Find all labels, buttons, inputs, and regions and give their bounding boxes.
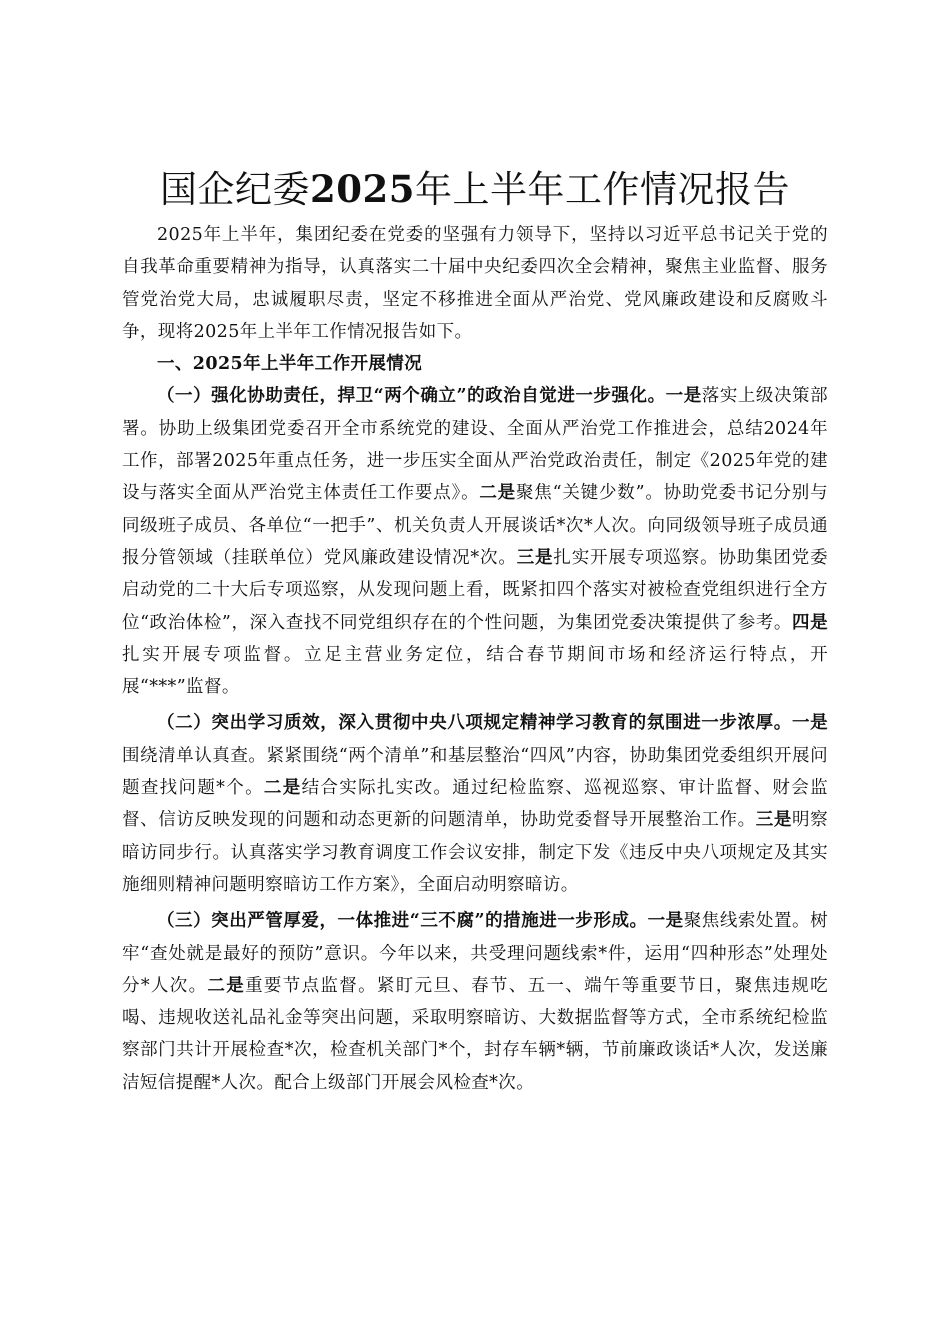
part3-text2: 重要节点监督。紧盯元旦、春节、五一、端午等重要节日，聚焦违规吃喝、违规收送礼品礼金等突出问题，采取明察暗访、大数据监督等方式，全市系统纪检监察部门共计开展检查*次，检查机关部门*个，封存车辆*辆，节前廉政谈话*人次，发送廉洁短信提醒*人次。配合上级部门开展会风检查*次。 [122,975,828,1093]
part3-heading: （三）突出严管厚爱，一体推进“三不腐”的措施进一步形成。 [157,911,648,932]
part2-lead2: 二是 [263,778,302,799]
part2-heading: （二）突出学习质效，深入贯彻中央八项规定精神学习教育的氛围进一步浓厚。 [157,713,792,734]
part1-lead3: 三是 [516,547,554,568]
title-prefix: 国企纪委 [160,168,310,211]
part1-lead2: 二是 [479,483,516,504]
part2-text3: 明察暗访同步行。认真落实学习教育调度工作会议安排，制定下发《违反中央八项规定及其实施细则精神问题明察暗访工作方案》，全面启动明察暗访。 [122,810,828,895]
part3-lead2: 二是 [207,975,246,996]
part3-paragraph [122,905,828,1099]
part2-text1: 围绕清单认真查。紧紧围绕“两个清单”和基层整治“四风”内容，协助集团党委组织开展问题查找问题*个。 [122,745,828,799]
part2-lead3: 三是 [755,810,792,831]
part2-lead1: 一是 [791,713,828,734]
part3-lead1: 一是 [647,911,684,932]
title-year: 2025 [310,167,415,211]
part1-text3: 扎实开展专项巡察。协助集团党委启动党的二十大后专项巡察，从发现问题上看，既紧扣四个落实对被检查党组织进行全方位“政治体检”，深入查找不同党组织存在的个性问题，为集团党委决策提供了参考。 [122,547,828,633]
part1-text2: 聚焦“关键少数”。协助党委书记分别与同级班子成员、各单位“一把手”、机关负责人开展谈话*次*人次。向同级领导班子成员通报分管领域（挂联单位）党风廉政建设情况*次。 [122,483,828,568]
part2-text2: 结合实际扎实改。通过纪检监察、巡视巡察、审计监督、财会监督、信访反映发现的问题和动态更新的问题清单，协助党委督导开展整治工作。 [122,778,828,831]
part1-text4: 扎实开展专项监督。立足主营业务定位，结合春节期间市场和经济运行特点，开展“***”监督。 [122,644,828,698]
document-body [122,219,828,1099]
part1-lead1: 一是 [665,386,702,407]
document-title [100,164,850,215]
part1-text1: 落实上级决策部署。协助上级集团党委召开全市系统党的建设、全面从严治党工作推进会，总结2024年工作，部署2025年重点任务，进一步压实全面从严治党政治责任，制定《2025年党的建设与落实全面从严治党主体责任工作要点》。 [122,386,828,504]
part1-paragraph [122,380,828,703]
part2-paragraph [122,707,828,901]
intro-paragraph: 2025年上半年，集团纪委在党委的坚强有力领导下，坚持以习近平总书记关于党的自我革命重要精神为指导，认真落实二十届中央纪委四次全会精神，聚焦主业监督、服务管党治党大局，忠诚履职尽责，坚定不移推进全面从严治党、党风廉政建设和反腐败斗争，现将2025年上半年工作情况报告如下。 [122,225,828,342]
title-suffix: 年上半年工作情况报告 [414,168,790,211]
part3-text1: 聚焦线索处置。树牢“查处就是最好的预防”意识。今年以来，共受理问题线索*件，运用“四种形态”处理处分*人次。 [122,911,828,996]
part1-heading: （一）强化协助责任，捍卫“两个确立”的政治自觉进一步强化。 [157,386,666,407]
section-heading: 一、2025年上半年工作开展情况 [157,354,423,375]
part1-lead4: 四是 [792,612,828,633]
